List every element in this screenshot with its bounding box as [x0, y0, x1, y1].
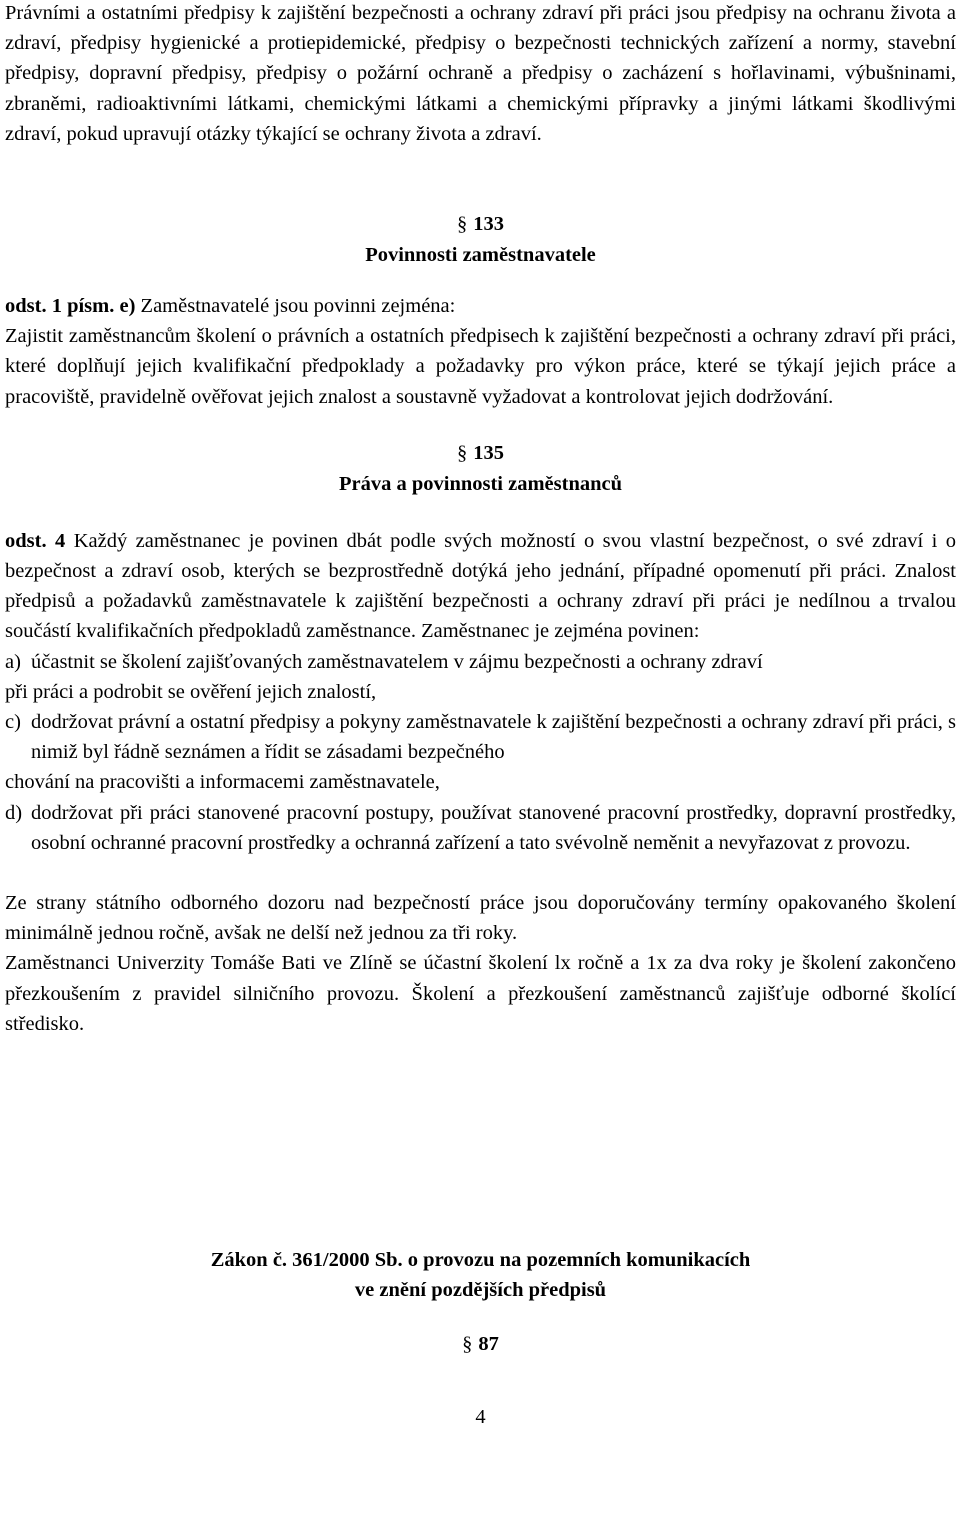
list-item-continuation: při práci a podrobit se ověření jejich znalostí,	[5, 680, 377, 703]
law-title-line-1: Zákon č. 361/2000 Sb. o provozu na pozemních komunikacích	[210, 1249, 751, 1272]
list-item	[5, 647, 956, 677]
list-item	[5, 707, 956, 767]
law-title-line-2: ve znění pozdějších předpisů	[354, 1279, 607, 1302]
list-item-mark: d)	[5, 801, 23, 824]
section-133-clause-intro	[5, 291, 956, 321]
clause-ref: odst. 4	[5, 529, 66, 552]
law-heading	[5, 1245, 956, 1305]
section-135-number: 135	[473, 441, 504, 464]
section-87-number: 87	[478, 1333, 499, 1356]
clause-intro-text: Zaměstnavatelé jsou povinni zejména:	[140, 295, 456, 318]
section-135-title: Práva a povinnosti zaměstnanců	[338, 472, 623, 495]
paragraph: Zaměstnanci Univerzity Tomáše Bati ve Zlíně se účastní školení lx ročně a 1x za dva roky je školení zakončeno přezkoušením z pravidel silničního provozu. Školení a přezkoušení zaměstnanců zajišťuje odborné školící středisko.	[5, 952, 956, 1035]
intro-paragraph: Právními a ostatními předpisy k zajištění bezpečnosti a ochrany zdraví při práci jsou předpisy na ochranu života a zdraví, předpisy hygienické a protiepidemické, předpisy o bezpečnosti technických zařízení a normy, stavební předpisy, dopravní předpisy, předpisy o požární ochraně a předpisy o zacházení s hořlavinami, výbušninami, zbraněmi, radioaktivními látkami, chemickými látkami a chemickými přípravky a jinými látkami škodlivými zdraví, pokud upravují otázky týkající se ochrany života a zdraví.	[5, 2, 956, 145]
section-133-heading	[5, 209, 956, 271]
clause-text: Každý zaměstnanec je povinen dbát podle svých možností o svou vlastní bezpečnost, o své zdraví i o bezpečnost a zdraví osob, kterých se bezprostředně dotýká jeho jednání, případné opomenutí při práci. Znalost předpisů a požadavků zaměstnavatele k zajištění bezpečnosti a ochrany zdraví při práci je nedílnou a trvalou součástí kvalifikačních předpokladů zaměstnance. Zaměstnanec je zejména povinen:	[5, 529, 956, 643]
section-symbol: §	[457, 213, 468, 236]
document-page	[5, 0, 956, 1432]
list-item-continuation: chování na pracovišti a informacemi zaměstnavatele,	[5, 771, 440, 794]
list-item-text: dodržovat právní a ostatní předpisy a pokyny zaměstnavatele k zajištění bezpečnosti a ochrany zdraví při práci, s nimiž byl řádně seznámen a řídit se zásadami bezpečného	[31, 711, 957, 764]
list-item-mark: c)	[5, 711, 21, 734]
clause-letter: e)	[119, 295, 136, 318]
section-symbol: §	[462, 1333, 473, 1356]
section-87-heading	[5, 1329, 956, 1360]
section-symbol: §	[457, 441, 468, 464]
section-135-clause	[5, 526, 956, 647]
list-item-mark: a)	[5, 650, 21, 673]
paragraph: Ze strany státního odborného dozoru nad bezpečností práce jsou doporučovány termíny opakovaného školení minimálně jednou ročně, avšak ne delší než jednou za tři roky.	[5, 892, 956, 945]
list-item-text: účastnit se školení zajišťovaných zaměstnavatelem v zájmu bezpečnosti a ochrany zdraví	[31, 650, 763, 673]
section-135-heading	[5, 438, 956, 500]
list-item	[5, 798, 956, 858]
section-133-clause-text: Zajistit zaměstnancům školení o právních a ostatních předpisech k zajištění bezpečnosti a ochrany zdraví při práci, které doplňují jejich kvalifikační předpoklady a požadavky pro výkon práce, které se týkají jejich práce a pracoviště, pravidelně ověřovat jejich znalost a soustavně vyžadovat a kontrolovat jejich dodržování.	[5, 325, 956, 408]
section-133-number: 133	[473, 213, 504, 236]
clause-ref: odst. 1 písm.	[5, 295, 115, 318]
section-133-title: Povinnosti zaměstnavatele	[365, 244, 596, 267]
page-number: 4	[475, 1406, 486, 1429]
list-item-text: dodržovat při práci stanovené pracovní postupy, používat stanovené pracovní prostředky, dopravní prostředky, osobní ochranné pracovní prostředky a ochranná zařízení a tato svévolně neměnit a nevyřazovat z provozu.	[31, 801, 956, 854]
